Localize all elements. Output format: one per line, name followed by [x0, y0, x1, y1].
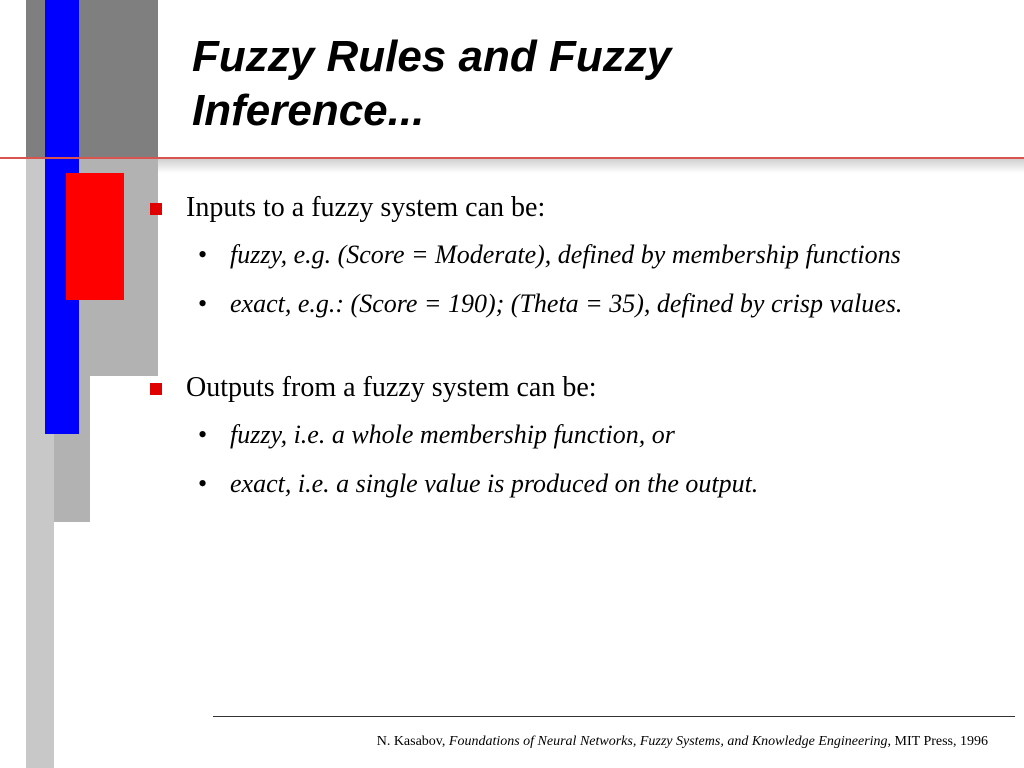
dot-bullet-icon: •	[198, 469, 208, 498]
bullet-heading: Inputs to a fuzzy system can be:	[186, 192, 546, 223]
footer-divider	[213, 716, 1015, 717]
slide-title	[192, 30, 992, 138]
slide-body	[148, 190, 998, 550]
dot-bullet-icon: •	[198, 420, 208, 449]
bullet-item-text: fuzzy, i.e. a whole membership function, or	[230, 420, 675, 449]
footer-book-title: Foundations of Neural Networks, Fuzzy Systems, and Knowledge Engineering	[448, 734, 888, 749]
footer-author: N. Kasabov,	[376, 734, 449, 749]
dot-bullet-icon: •	[198, 289, 208, 318]
bullet-level2	[148, 414, 998, 455]
bullet-level2	[148, 234, 998, 275]
footer-publisher: , MIT Press, 1996	[887, 734, 988, 749]
bullet-item-text: fuzzy, e.g. (Score = Moderate), defined by membership functions	[230, 240, 901, 269]
bullet-level2	[148, 463, 998, 504]
bullet-item-text: exact, i.e. a single value is produced on the output.	[230, 469, 759, 498]
bullet-level2	[148, 283, 998, 324]
bullet-item-text: exact, e.g.: (Score = 190); (Theta = 35), defined by crisp values.	[230, 289, 903, 318]
square-bullet-icon	[150, 383, 162, 395]
bullet-level1	[148, 370, 998, 406]
title-divider-shadow	[158, 159, 1024, 173]
bullet-heading: Outputs from a fuzzy system can be:	[186, 372, 597, 403]
decor-red-block	[66, 173, 124, 300]
slide-title-line-2: Inference...	[192, 86, 425, 135]
section-inputs	[148, 190, 998, 324]
square-bullet-icon	[150, 203, 162, 215]
footer-citation	[213, 734, 988, 750]
bullet-level1	[148, 190, 998, 226]
dot-bullet-icon: •	[198, 240, 208, 269]
section-outputs	[148, 370, 998, 504]
slide-title-line-1: Fuzzy Rules and Fuzzy	[192, 32, 672, 81]
